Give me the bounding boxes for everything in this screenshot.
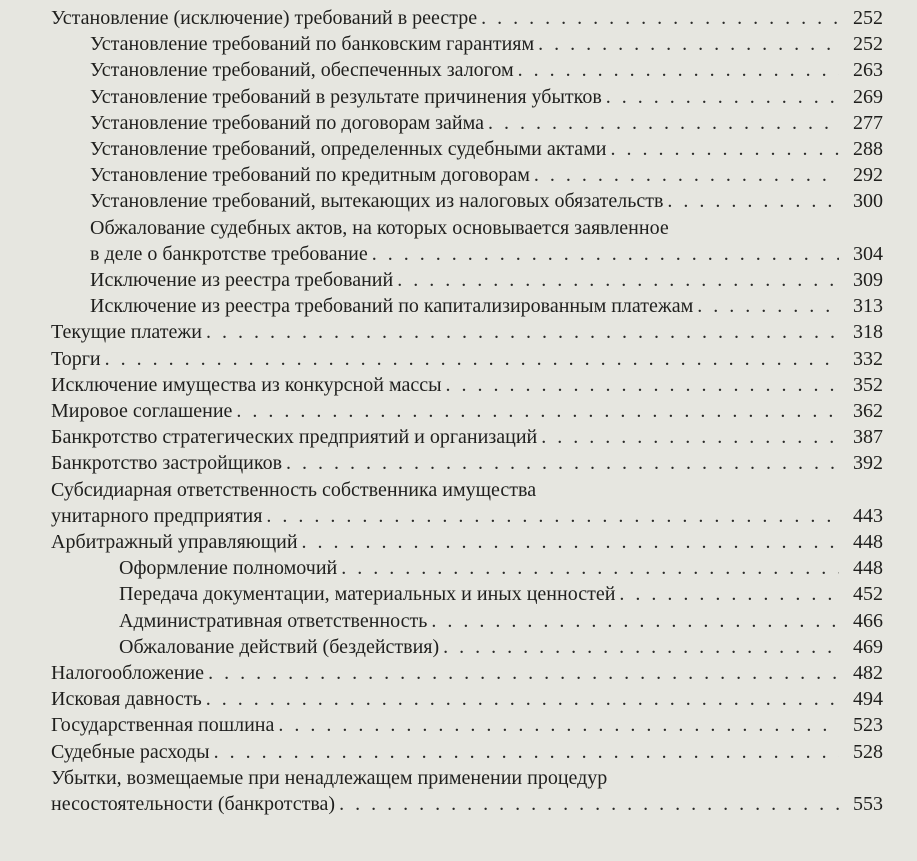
dot-leader [206, 686, 839, 712]
toc-entry-line [90, 267, 883, 293]
dot-leader [214, 739, 839, 765]
toc-entry-title: Исковая давность [51, 688, 202, 711]
toc-entry[interactable] [90, 267, 883, 293]
toc-entry-page-number: 452 [853, 583, 883, 606]
dot-leader [397, 267, 839, 293]
toc-entry-title: Установление требований, вытекающих из налоговых обязательств [90, 190, 664, 213]
toc-entry-page-number: 292 [853, 164, 883, 187]
toc-entry-page-number: 252 [853, 7, 883, 29]
toc-entry[interactable] [51, 660, 883, 686]
toc-entry-page-number: 352 [853, 373, 883, 396]
toc-entry-line [51, 686, 883, 712]
toc-entry-page-number: 443 [853, 504, 883, 527]
dot-leader [208, 660, 839, 686]
toc-entry-title: Установление требований в результате причинения убытков [90, 85, 602, 108]
toc-entry-title: Судебные расходы [51, 740, 210, 763]
toc-entry-line [119, 581, 883, 607]
toc-entry-line [51, 398, 883, 424]
toc-entry-page-number: 313 [853, 295, 883, 318]
toc-entry[interactable] [51, 739, 883, 765]
dot-leader [538, 31, 839, 57]
toc-entry[interactable] [51, 424, 883, 450]
toc-entry-line [51, 503, 883, 529]
toc-entry[interactable] [119, 634, 883, 660]
toc-entry-title: Установление требований, обеспеченных залогом [90, 59, 514, 82]
toc-entry[interactable] [119, 581, 883, 607]
toc-entry-page-number: 553 [853, 793, 883, 816]
dot-leader [488, 110, 839, 136]
toc-entry-line [51, 712, 883, 738]
toc-entry-page-number: 523 [853, 714, 883, 737]
toc-entry[interactable] [51, 450, 883, 476]
toc-entry[interactable] [51, 5, 883, 31]
toc-entry-page-number: 469 [853, 635, 883, 658]
toc-entry-line [90, 136, 883, 162]
toc-entry[interactable] [90, 57, 883, 83]
toc-entry-title: Обжалование действий (бездействия) [119, 635, 440, 658]
toc-entry-title: Установление требований по договорам займа [90, 111, 485, 134]
toc-entry-page-number: 528 [853, 740, 883, 763]
toc-entry-page-number: 304 [853, 242, 883, 265]
toc-entry-page-number: 332 [853, 347, 883, 370]
toc-entry[interactable] [90, 110, 883, 136]
toc-entry-line [51, 5, 883, 31]
toc-entry-line [51, 450, 883, 476]
dot-leader [619, 581, 839, 607]
toc-entry-page-number: 387 [853, 426, 883, 449]
toc-entry-title: Исключение из реестра требований [90, 269, 394, 292]
toc-entry[interactable] [51, 398, 883, 424]
dot-leader [610, 136, 839, 162]
toc-entry-title: несостоятельности (банкротства) [51, 793, 336, 816]
toc-entry-line [90, 293, 883, 319]
toc-entry[interactable] [90, 84, 883, 110]
toc-entry-page-number: 466 [853, 609, 883, 632]
toc-entry[interactable] [90, 136, 883, 162]
toc-entry[interactable] [51, 686, 883, 712]
toc-entry-title: Установление (исключение) требований в реестре [51, 7, 478, 29]
toc-entry-title: Государственная пошлина [51, 714, 275, 737]
toc-entry-line [119, 608, 883, 634]
toc-entry-page-number: 482 [853, 662, 883, 685]
dot-leader [518, 57, 839, 83]
toc-entry[interactable] [51, 319, 883, 345]
toc-entry[interactable] [90, 31, 883, 57]
dot-leader [446, 372, 839, 398]
dot-leader [667, 188, 839, 214]
toc-entry[interactable] [51, 529, 883, 555]
toc-entry[interactable] [51, 477, 883, 529]
toc-entry-page-number: 263 [853, 59, 883, 82]
dot-leader [534, 162, 839, 188]
toc-entry-page-number: 288 [853, 138, 883, 161]
dot-leader [372, 241, 839, 267]
dot-leader [443, 634, 839, 660]
toc-entry-title: Установление требований по кредитным договорам [90, 164, 530, 187]
toc-entry[interactable] [51, 765, 883, 817]
toc-entry-title: Установление требований, определенных судебными актами [90, 138, 607, 161]
dot-leader [236, 398, 839, 424]
dot-leader [541, 424, 839, 450]
toc-entry[interactable] [90, 188, 883, 214]
toc-entry[interactable] [51, 346, 883, 372]
dot-leader [105, 346, 839, 372]
toc-entry-title: Административная ответственность [119, 609, 428, 632]
toc-entry-title: Банкротство стратегических предприятий и организаций [51, 426, 538, 449]
toc-entry-title: в деле о банкротстве требование [90, 242, 368, 265]
toc-entry-page-number: 252 [853, 33, 883, 56]
toc-entry-line [51, 791, 883, 817]
dot-leader [302, 529, 839, 555]
toc-entry-title-line: Субсидиарная ответственность собственника имущества [51, 478, 537, 501]
toc-entry-line [90, 241, 883, 267]
dot-leader [206, 319, 839, 345]
toc-entry-title: Передача документации, материальных и иных ценностей [119, 583, 616, 606]
toc-entry-title: Текущие платежи [51, 321, 202, 344]
toc-entry-line [90, 57, 883, 83]
toc-entry[interactable] [51, 372, 883, 398]
toc-entry-line [51, 739, 883, 765]
toc-entry-title: Мировое соглашение [51, 400, 233, 423]
dot-leader [286, 450, 839, 476]
toc-entry-title: Торги [51, 347, 101, 370]
dot-leader [341, 555, 839, 581]
toc-entry-title-line: Обжалование судебных актов, на которых основывается заявленное [90, 216, 669, 239]
toc-entry[interactable] [51, 712, 883, 738]
toc-entry-page-number: 392 [853, 452, 883, 475]
table-of-contents [0, 5, 917, 817]
toc-entry-title: Арбитражный управляющий [51, 531, 298, 554]
toc-entry-page-number: 494 [853, 688, 883, 711]
toc-entry-page-number: 448 [853, 531, 883, 554]
dot-leader [697, 293, 839, 319]
toc-entry-line [51, 372, 883, 398]
toc-entry-line [90, 162, 883, 188]
toc-entry-line [51, 660, 883, 686]
toc-entry-page-number: 300 [853, 190, 883, 213]
toc-entry[interactable] [119, 608, 883, 634]
toc-entry-line [51, 346, 883, 372]
toc-entry-title: унитарного предприятия [51, 504, 263, 527]
toc-entry-title: Оформление полномочий [119, 557, 338, 580]
toc-entry-line [90, 188, 883, 214]
dot-leader [606, 84, 839, 110]
toc-entry-page-number: 318 [853, 321, 883, 344]
toc-entry-title: Налогообложение [51, 662, 205, 685]
toc-entry-line [90, 110, 883, 136]
toc-entry-line [119, 555, 883, 581]
dot-leader [481, 5, 839, 31]
toc-entry-line [51, 319, 883, 345]
toc-entry-line [90, 84, 883, 110]
toc-entry-page-number: 277 [853, 111, 883, 134]
toc-entry-page-number: 448 [853, 557, 883, 580]
toc-entry-line [119, 634, 883, 660]
toc-entry-title: Банкротство застройщиков [51, 452, 283, 475]
toc-entry[interactable] [90, 162, 883, 188]
toc-entry-page-number: 362 [853, 400, 883, 423]
dot-leader [431, 608, 839, 634]
toc-entry-title: Установление требований по банковским гарантиям [90, 33, 535, 56]
toc-entry-page-number: 309 [853, 269, 883, 292]
toc-entry-line [51, 529, 883, 555]
toc-entry-title: Исключение из реестра требований по капитализированным платежам [90, 295, 694, 318]
dot-leader [278, 712, 839, 738]
toc-entry[interactable] [90, 293, 883, 319]
toc-entry[interactable] [90, 215, 883, 267]
toc-entry[interactable] [119, 555, 883, 581]
toc-entry-line [90, 31, 883, 57]
dot-leader [339, 791, 839, 817]
toc-entry-title: Исключение имущества из конкурсной массы [51, 373, 442, 396]
toc-entry-line [51, 424, 883, 450]
dot-leader [266, 503, 839, 529]
toc-entry-title-line: Убытки, возмещаемые при ненадлежащем применении процедур [51, 766, 608, 789]
toc-entry-page-number: 269 [853, 85, 883, 108]
